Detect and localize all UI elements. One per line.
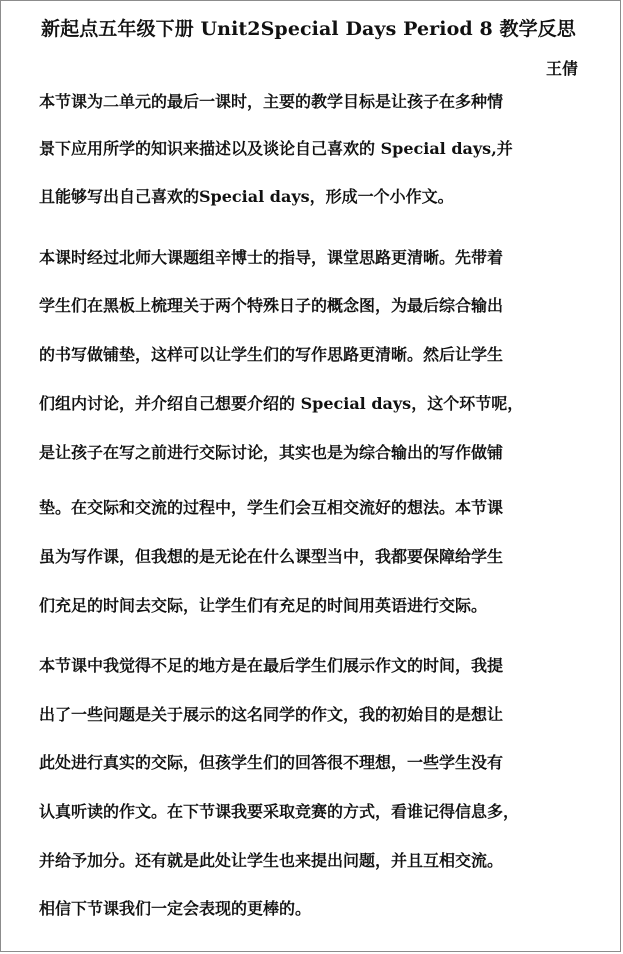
author-name: 王倩 xyxy=(545,59,578,78)
paragraph-3-line-4: 认真听读的作文。在下节课我要采取竞赛的方式，看谁记得信息多， xyxy=(39,802,520,821)
paragraph-3-line-5: 并给予加分。还有就是此处让学生也来提出问题，并且互相交流。 xyxy=(39,851,504,870)
paragraph-2-line-5: 是让孩子在写之前进行交际讨论，其实也是为综合输出的写作做铺 xyxy=(39,443,504,462)
paragraph-1-line-2: 景下应用所学的知识来描述以及谈论自己喜欢的 Special days,并 xyxy=(39,139,513,158)
paragraph-2-line-6: 垫。在交际和交流的过程中，学生们会互相交流好的想法。本节课 xyxy=(39,498,504,517)
paragraph-2-line-4: 们组内讨论，并介绍自己想要介绍的 Special days，这个环节呢， xyxy=(39,394,524,413)
paragraph-2-line-8: 们充足的时间去交际，让学生们有充足的时间用英语进行交际。 xyxy=(39,596,488,615)
paragraph-1-line-1: 本节课为二单元的最后一课时，主要的教学目标是让孩子在多种情 xyxy=(39,92,504,111)
paragraph-1-line-3: 且能够写出自己喜欢的Special days，形成一个小作文。 xyxy=(39,187,454,206)
paragraph-3-line-2: 出了一些问题是关于展示的这名同学的作文，我的初始目的是想让 xyxy=(39,705,504,724)
paragraph-2-line-3: 的书写做铺垫，这样可以让学生们的写作思路更清晰。然后让学生 xyxy=(39,345,504,364)
document-title: 新起点五年级下册 Unit2Special Days Period 8 教学反思 xyxy=(41,18,576,40)
paragraph-3-line-6: 相信下节课我们一定会表现的更棒的。 xyxy=(39,899,312,918)
paragraph-2-line-1: 本课时经过北师大课题组辛博士的指导，课堂思路更清晰。先带着 xyxy=(39,248,504,267)
paragraph-2-line-7: 虽为写作课，但我想的是无论在什么课型当中，我都要保障给学生 xyxy=(39,547,504,566)
paragraph-3-line-1: 本节课中我觉得不足的地方是在最后学生们展示作文的时间，我提 xyxy=(39,656,504,675)
paragraph-3-line-3: 此处进行真实的交际，但孩学生们的回答很不理想，一些学生没有 xyxy=(39,753,504,772)
paragraph-2-line-2: 学生们在黑板上梳理关于两个特殊日子的概念图，为最后综合输出 xyxy=(39,296,504,315)
